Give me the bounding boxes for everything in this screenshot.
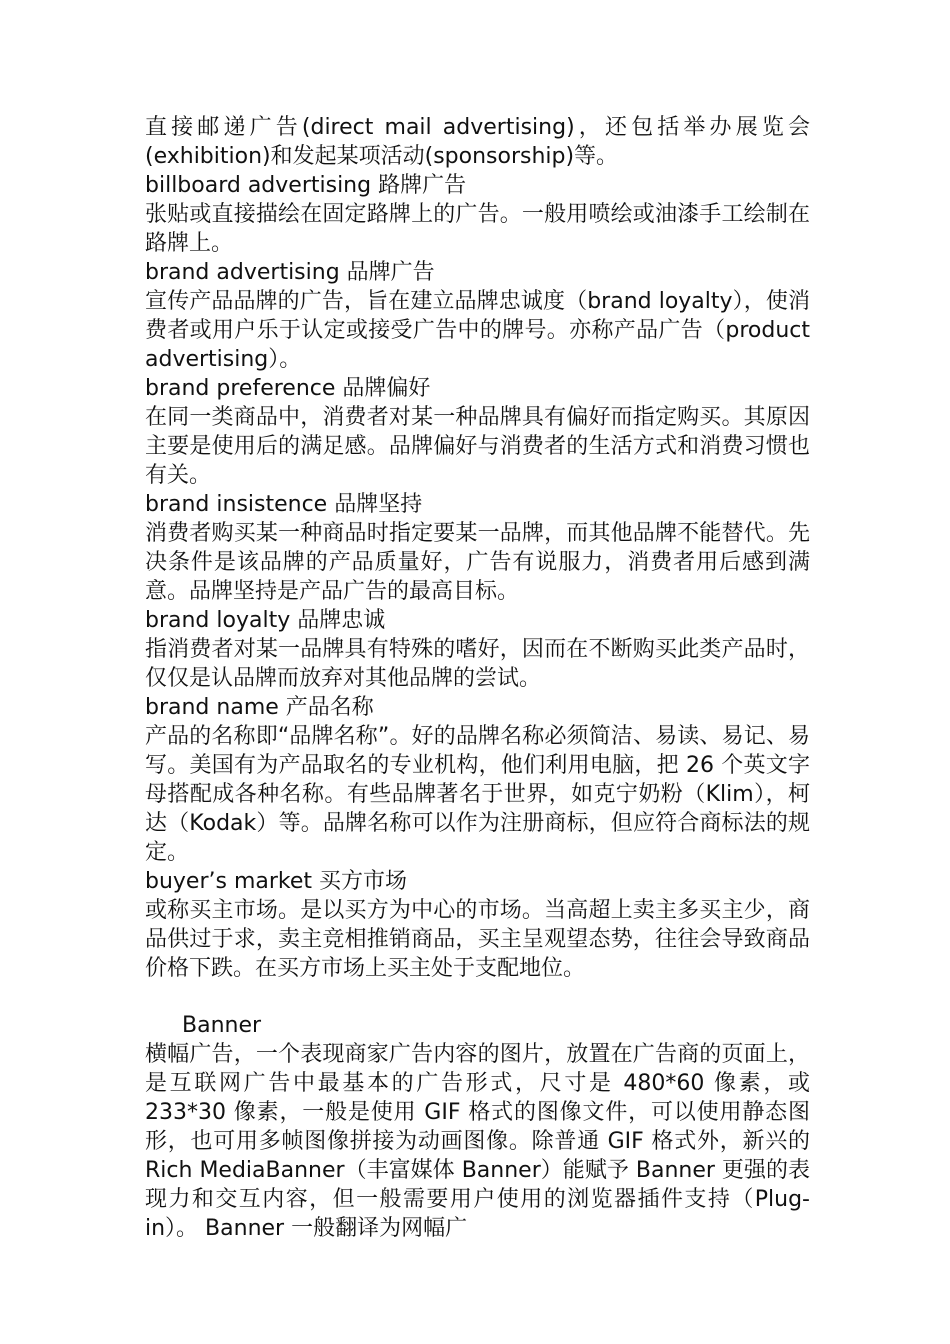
term-definition: 指消费者对某一品牌具有特殊的嗜好，因而在不断购买此类产品时，仅仅是认品牌而放弃对其他品牌的尝试。 [145,637,810,691]
intro-paragraph: 直接邮递广告(direct mail advertising)，还包括举办展览会(exhibition)和发起某项活动(sponsorship)等。 [145,115,810,169]
term-heading: brand name 产品名称 [145,695,374,720]
term-definition: 或称买主市场。是以买方为中心的市场。当高超上卖主多买主少，商品供过于求，卖主竞相推销商品，买主呈观望态势，往往会导致商品价格下跌。在买方市场上买主处于支配地位。 [145,898,810,981]
banner-definition: 横幅广告，一个表现商家广告内容的图片，放置在广告商的页面上，是互联网广告中最基本的广告形式，尺寸是 480*60 像素，或 233*30 像素，一般是使用 GIF 格式的图像文件，可以使用静态图形，也可用多帧图像拼接为动画图像。除普通 GIF 格式外，新兴的 Rich MediaBanner（丰富媒体 Banner）能赋予 Banner 更强的表现力和交互内容，但一般需要用户使用的浏览器插件支持（Plug-in）。 Banner 一般翻译为网幅广 [145,1042,810,1241]
term-heading: brand preference 品牌偏好 [145,376,431,401]
term-definition: 在同一类商品中，消费者对某一种品牌具有偏好而指定购买。其原因主要是使用后的满足感。品牌偏好与消费者的生活方式和消费习惯也有关。 [145,405,810,488]
term-definition: 张贴或直接描绘在固定路牌上的广告。一般用喷绘或油漆手工绘制在路牌上。 [145,202,810,256]
banner-term-heading: Banner [182,1013,262,1038]
term-definition: 消费者购买某一种商品时指定要某一品牌，而其他品牌不能替代。先决条件是该品牌的产品质量好，广告有说服力，消费者用后感到满意。品牌坚持是产品广告的最高目标。 [145,521,810,604]
term-heading: brand advertising 品牌广告 [145,260,435,285]
term-definition: 宣传产品品牌的广告，旨在建立品牌忠诚度（brand loyalty），使消费者或用户乐于认定或接受广告中的牌号。亦称产品广告（product advertising）。 [145,289,810,372]
term-heading: brand loyalty 品牌忠诚 [145,608,386,633]
term-heading: billboard advertising 路牌广告 [145,173,467,198]
term-definition: 产品的名称即“品牌名称”。好的品牌名称必须简洁、易读、易记、易写。美国有为产品取名的专业机构，他们利用电脑，把 26 个英文字母搭配成各种名称。有些品牌著名于世界，如克宁奶粉（Klim），柯达（Kodak）等。品牌名称可以作为注册商标，但应符合商标法的规定。 [145,724,810,865]
term-heading: buyer’s market 买方市场 [145,869,408,894]
term-heading: brand insistence 品牌坚持 [145,492,423,517]
document-page [145,113,810,1243]
paragraph-spacer [145,983,810,1011]
